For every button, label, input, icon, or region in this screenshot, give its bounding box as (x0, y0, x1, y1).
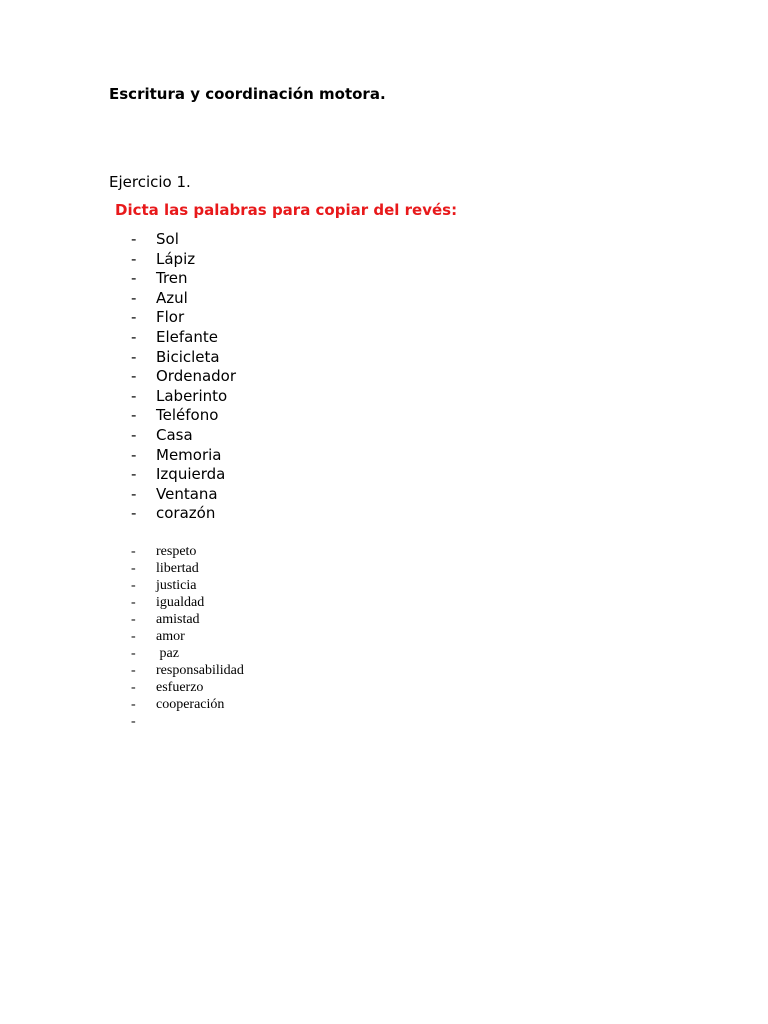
list-bullet: - (131, 629, 136, 644)
list-item-word: Izquierda (156, 465, 226, 484)
list-bullet: - (131, 367, 137, 386)
list-item-word: cooperación (156, 697, 225, 712)
list-item-word: amistad (156, 612, 200, 627)
list-item-word: corazón (156, 504, 216, 523)
list-bullet: - (131, 697, 136, 712)
list-bullet: - (131, 612, 136, 627)
list-item-word: Ventana (156, 484, 218, 503)
list-bullet: - (131, 327, 137, 346)
list-bullet: - (131, 646, 136, 661)
list-bullet: - (131, 484, 137, 503)
list-bullet: - (131, 288, 137, 307)
list-item-word: Elefante (156, 327, 218, 346)
list-item-word: amor (156, 629, 185, 644)
list-bullet: - (131, 386, 137, 405)
list-bullet: - (131, 680, 136, 695)
list-item-word: responsabilidad (156, 663, 244, 678)
list-item-word: paz (156, 646, 179, 661)
list-bullet: - (131, 544, 136, 559)
list-bullet: - (131, 347, 137, 366)
list-item-word: Tren (156, 269, 188, 288)
list-item-word: justicia (156, 578, 197, 593)
list-bullet: - (131, 504, 137, 523)
list-item-word: Bicicleta (156, 347, 220, 366)
list-bullet: - (131, 663, 136, 678)
list-item-word: libertad (156, 561, 199, 576)
list-bullet: - (131, 230, 137, 248)
list-bullet: - (131, 714, 136, 729)
list-bullet: - (131, 425, 137, 444)
list-item-word: Azul (156, 288, 188, 307)
list-bullet: - (131, 406, 137, 425)
list-bullet: - (131, 578, 136, 593)
list-bullet: - (131, 308, 137, 327)
list-bullet: - (131, 465, 137, 484)
list-item-word: esfuerzo (156, 680, 204, 695)
list-item-word: Memoria (156, 445, 222, 464)
list-item-word: Ordenador (156, 367, 237, 386)
list-item-word: Teléfono (156, 406, 219, 425)
list-bullet: - (131, 445, 137, 464)
list-item-word: Sol (156, 230, 179, 248)
list-item-word: igualdad (156, 595, 205, 610)
list-item-word: Lápiz (156, 249, 196, 268)
list-item-word: Casa (156, 425, 193, 444)
list-bullet: - (131, 269, 137, 288)
list-item-word: Flor (156, 308, 185, 327)
exercise-label: Ejercicio 1. (109, 173, 191, 191)
list-item-word: respeto (156, 544, 197, 559)
list-bullet: - (131, 249, 137, 268)
list-item-word: Laberinto (156, 386, 228, 405)
list-bullet: - (131, 561, 136, 576)
instruction-text: Dicta las palabras para copiar del revés: (115, 201, 458, 219)
document-title: Escritura y coordinación motora. (109, 85, 386, 103)
list-bullet: - (131, 595, 136, 610)
